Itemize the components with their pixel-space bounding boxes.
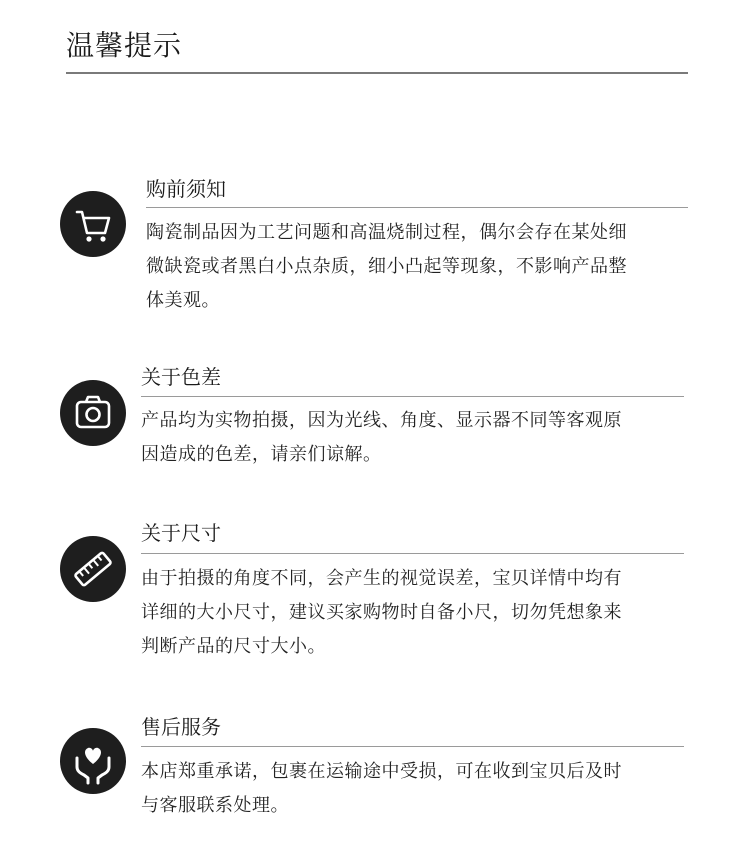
section-divider <box>141 396 684 397</box>
heart-hands-icon <box>60 728 126 794</box>
section-body <box>141 404 622 472</box>
section-heading: 关于色差 <box>141 365 221 389</box>
body-line: 体美观。 <box>146 290 220 311</box>
section-divider <box>141 553 684 554</box>
body-line: 详细的大小尺寸，建议买家购物时自备小尺，切勿凭想象来 <box>141 602 622 623</box>
body-line: 本店郑重承诺，包裹在运输途中受损，可在收到宝贝后及时 <box>141 761 622 782</box>
section-body <box>146 216 627 318</box>
section-heading: 售后服务 <box>141 715 221 739</box>
body-line: 微缺瓷或者黑白小点杂质，细小凸起等现象，不影响产品整 <box>146 256 627 277</box>
title-divider <box>66 72 688 74</box>
ruler-icon <box>60 536 126 602</box>
body-line: 陶瓷制品因为工艺问题和高温烧制过程，偶尔会存在某处细 <box>146 222 627 243</box>
body-line: 因造成的色差，请亲们谅解。 <box>141 444 382 465</box>
body-line: 与客服联系处理。 <box>141 795 289 816</box>
section-divider <box>141 746 684 747</box>
body-line: 由于拍摄的角度不同，会产生的视觉误差，宝贝详情中均有 <box>141 568 622 589</box>
section-body <box>141 562 622 664</box>
body-line: 判断产品的尺寸大小。 <box>141 636 326 657</box>
page-title: 温馨提示 <box>66 29 183 62</box>
section-heading: 关于尺寸 <box>141 521 221 545</box>
section-heading: 购前须知 <box>146 177 226 201</box>
shopping-cart-icon <box>60 191 126 257</box>
body-line: 产品均为实物拍摄，因为光线、角度、显示器不同等客观原 <box>141 410 622 431</box>
camera-icon <box>60 380 126 446</box>
section-divider <box>146 207 688 208</box>
section-body <box>141 755 622 823</box>
